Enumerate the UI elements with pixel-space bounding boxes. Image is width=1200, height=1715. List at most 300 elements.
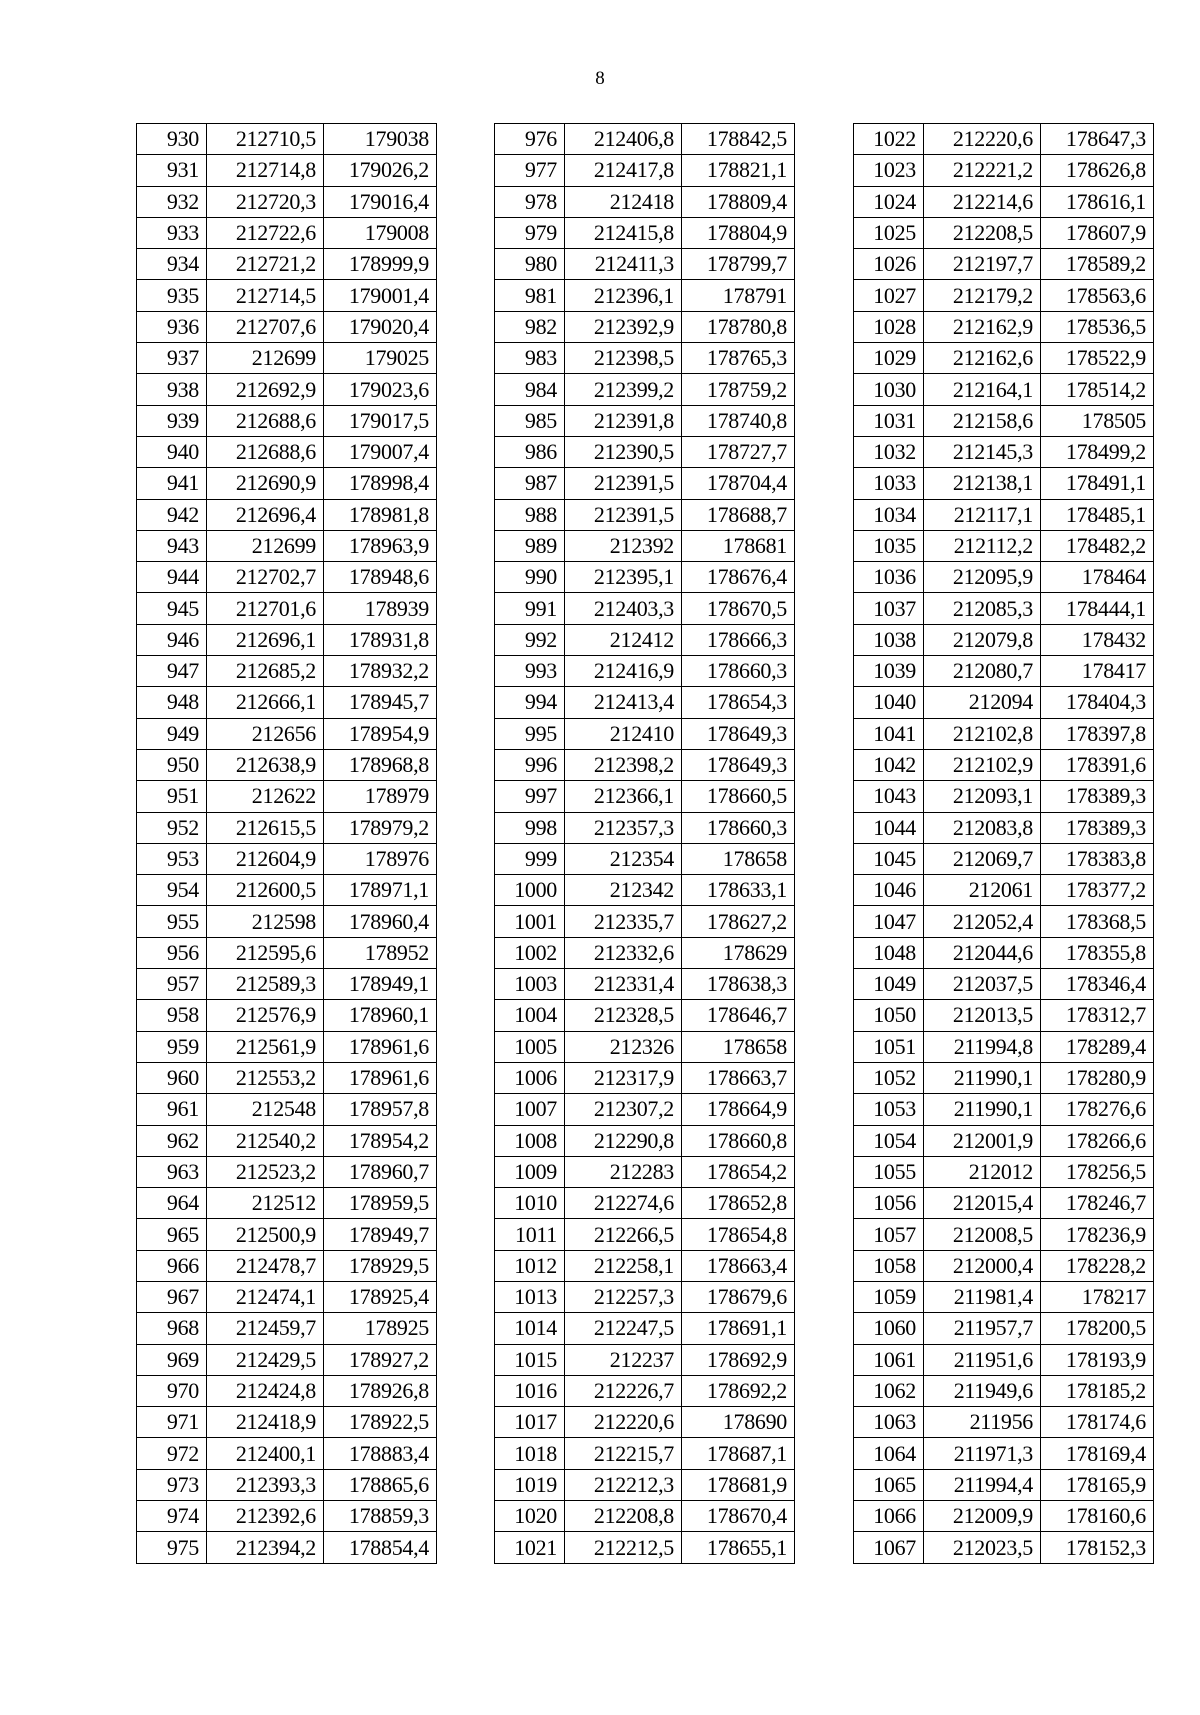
x-coordinate-cell: 212398,5: [565, 343, 682, 374]
x-coordinate-cell: 212598: [207, 906, 324, 937]
table-row: [854, 749, 1154, 780]
y-coordinate-cell: 178389,3: [1041, 781, 1154, 812]
table-row: [854, 1125, 1154, 1156]
point-number-cell: 954: [137, 875, 207, 906]
table-row: [854, 1438, 1154, 1469]
x-coordinate-cell: 212394,2: [207, 1532, 324, 1563]
x-coordinate-cell: 212102,9: [924, 749, 1041, 780]
y-coordinate-cell: 178276,6: [1041, 1094, 1154, 1125]
x-coordinate-cell: 212395,1: [565, 562, 682, 593]
table-row: [137, 1438, 437, 1469]
point-number-cell: 1056: [854, 1188, 924, 1219]
y-coordinate-cell: 178842,5: [682, 124, 795, 155]
y-coordinate-cell: 178647,3: [1041, 124, 1154, 155]
table-row: [137, 875, 437, 906]
x-coordinate-cell: 212197,7: [924, 249, 1041, 280]
point-number-cell: 975: [137, 1532, 207, 1563]
table-row: [137, 1313, 437, 1344]
x-coordinate-cell: 212266,5: [565, 1219, 682, 1250]
point-number-cell: 931: [137, 155, 207, 186]
table-body: [854, 124, 1154, 1564]
y-coordinate-cell: 178927,2: [324, 1344, 437, 1375]
x-coordinate-cell: 212604,9: [207, 843, 324, 874]
point-number-cell: 1040: [854, 687, 924, 718]
y-coordinate-cell: 178960,7: [324, 1156, 437, 1187]
x-coordinate-cell: 212399,2: [565, 374, 682, 405]
y-coordinate-cell: 178654,2: [682, 1156, 795, 1187]
point-number-cell: 1043: [854, 781, 924, 812]
y-coordinate-cell: 178152,3: [1041, 1532, 1154, 1563]
y-coordinate-cell: 179025: [324, 343, 437, 374]
y-coordinate-cell: 178727,7: [682, 436, 795, 467]
table-row: [137, 1219, 437, 1250]
table-row: [495, 1532, 795, 1563]
point-number-cell: 1012: [495, 1250, 565, 1281]
table-row: [137, 937, 437, 968]
table-row: [495, 1219, 795, 1250]
page-number: 8: [595, 68, 605, 89]
point-number-cell: 995: [495, 718, 565, 749]
y-coordinate-cell: 178968,8: [324, 749, 437, 780]
x-coordinate-cell: 212398,2: [565, 749, 682, 780]
point-number-cell: 1042: [854, 749, 924, 780]
table-row: [495, 217, 795, 248]
x-coordinate-cell: 212714,8: [207, 155, 324, 186]
y-coordinate-cell: 178688,7: [682, 499, 795, 530]
y-coordinate-cell: 178681: [682, 530, 795, 561]
y-coordinate-cell: 178514,2: [1041, 374, 1154, 405]
y-coordinate-cell: 178633,1: [682, 875, 795, 906]
point-number-cell: 976: [495, 124, 565, 155]
point-number-cell: 1013: [495, 1281, 565, 1312]
x-coordinate-cell: 212220,6: [924, 124, 1041, 155]
point-number-cell: 965: [137, 1219, 207, 1250]
table-row: [854, 1188, 1154, 1219]
x-coordinate-cell: 212418,9: [207, 1407, 324, 1438]
x-coordinate-cell: 212699: [207, 343, 324, 374]
point-number-cell: 934: [137, 249, 207, 280]
point-number-cell: 998: [495, 812, 565, 843]
table-row: [137, 436, 437, 467]
x-coordinate-cell: 212112,2: [924, 530, 1041, 561]
point-number-cell: 1001: [495, 906, 565, 937]
table-row: [137, 1407, 437, 1438]
point-number-cell: 992: [495, 624, 565, 655]
table-row: [137, 1125, 437, 1156]
table-row: [854, 969, 1154, 1000]
table-row: [854, 875, 1154, 906]
point-number-cell: 1035: [854, 530, 924, 561]
table-row: [854, 1375, 1154, 1406]
point-number-cell: 1052: [854, 1062, 924, 1093]
table-row: [495, 1281, 795, 1312]
y-coordinate-cell: 178687,1: [682, 1438, 795, 1469]
table-row: [854, 1469, 1154, 1500]
table-row: [854, 530, 1154, 561]
point-number-cell: 1047: [854, 906, 924, 937]
y-coordinate-cell: 178954,9: [324, 718, 437, 749]
x-coordinate-cell: 212212,5: [565, 1532, 682, 1563]
table-row: [495, 1188, 795, 1219]
x-coordinate-cell: 212283: [565, 1156, 682, 1187]
point-number-cell: 940: [137, 436, 207, 467]
point-number-cell: 1063: [854, 1407, 924, 1438]
table-row: [854, 1094, 1154, 1125]
y-coordinate-cell: 178957,8: [324, 1094, 437, 1125]
x-coordinate-cell: 212328,5: [565, 1000, 682, 1031]
x-coordinate-cell: 212393,3: [207, 1469, 324, 1500]
table-row: [495, 311, 795, 342]
table-row: [137, 1532, 437, 1563]
x-coordinate-cell: 212413,4: [565, 687, 682, 718]
x-coordinate-cell: 212615,5: [207, 812, 324, 843]
x-coordinate-cell: 212702,7: [207, 562, 324, 593]
point-number-cell: 1020: [495, 1501, 565, 1532]
y-coordinate-cell: 178883,4: [324, 1438, 437, 1469]
y-coordinate-cell: 178799,7: [682, 249, 795, 280]
point-number-cell: 977: [495, 155, 565, 186]
y-coordinate-cell: 178499,2: [1041, 436, 1154, 467]
x-coordinate-cell: 212406,8: [565, 124, 682, 155]
x-coordinate-cell: 212094: [924, 687, 1041, 718]
x-coordinate-cell: 212095,9: [924, 562, 1041, 593]
point-number-cell: 980: [495, 249, 565, 280]
x-coordinate-cell: 211956: [924, 1407, 1041, 1438]
table-row: [495, 1250, 795, 1281]
y-coordinate-cell: 178658: [682, 843, 795, 874]
point-number-cell: 1054: [854, 1125, 924, 1156]
point-number-cell: 1021: [495, 1532, 565, 1563]
point-number-cell: 1004: [495, 1000, 565, 1031]
x-coordinate-cell: 212052,4: [924, 906, 1041, 937]
x-coordinate-cell: 212688,6: [207, 436, 324, 467]
x-coordinate-cell: 212410: [565, 718, 682, 749]
point-number-cell: 973: [137, 1469, 207, 1500]
y-coordinate-cell: 178654,3: [682, 687, 795, 718]
point-number-cell: 1051: [854, 1031, 924, 1062]
table-row: [137, 1281, 437, 1312]
point-number-cell: 979: [495, 217, 565, 248]
table-row: [495, 656, 795, 687]
x-coordinate-cell: 212162,9: [924, 311, 1041, 342]
table-row: [495, 1375, 795, 1406]
table-row: [495, 1501, 795, 1532]
point-number-cell: 1011: [495, 1219, 565, 1250]
y-coordinate-cell: 178859,3: [324, 1501, 437, 1532]
y-coordinate-cell: 178854,4: [324, 1532, 437, 1563]
table-row: [854, 843, 1154, 874]
y-coordinate-cell: 178660,3: [682, 812, 795, 843]
y-coordinate-cell: 178692,9: [682, 1344, 795, 1375]
x-coordinate-cell: 212656: [207, 718, 324, 749]
y-coordinate-cell: 178522,9: [1041, 343, 1154, 374]
point-number-cell: 950: [137, 749, 207, 780]
y-coordinate-cell: 178670,4: [682, 1501, 795, 1532]
table-row: [137, 1156, 437, 1187]
y-coordinate-cell: 178444,1: [1041, 593, 1154, 624]
y-coordinate-cell: 178654,8: [682, 1219, 795, 1250]
y-coordinate-cell: 178464: [1041, 562, 1154, 593]
x-coordinate-cell: 212638,9: [207, 749, 324, 780]
table-row: [854, 624, 1154, 655]
x-coordinate-cell: 212093,1: [924, 781, 1041, 812]
table-row: [137, 1031, 437, 1062]
y-coordinate-cell: 178169,4: [1041, 1438, 1154, 1469]
table-row: [137, 562, 437, 593]
table-row: [854, 217, 1154, 248]
table-row: [495, 812, 795, 843]
point-number-cell: 1053: [854, 1094, 924, 1125]
x-coordinate-cell: 212000,4: [924, 1250, 1041, 1281]
point-number-cell: 974: [137, 1501, 207, 1532]
x-coordinate-cell: 212023,5: [924, 1532, 1041, 1563]
point-number-cell: 937: [137, 343, 207, 374]
table-row: [854, 656, 1154, 687]
point-number-cell: 942: [137, 499, 207, 530]
y-coordinate-cell: 178691,1: [682, 1313, 795, 1344]
y-coordinate-cell: 178536,5: [1041, 311, 1154, 342]
table-row: [495, 1407, 795, 1438]
x-coordinate-cell: 212714,5: [207, 280, 324, 311]
point-number-cell: 1026: [854, 249, 924, 280]
y-coordinate-cell: 178491,1: [1041, 468, 1154, 499]
point-number-cell: 991: [495, 593, 565, 624]
y-coordinate-cell: 178959,5: [324, 1188, 437, 1219]
point-number-cell: 1029: [854, 343, 924, 374]
y-coordinate-cell: 178931,8: [324, 624, 437, 655]
point-number-cell: 968: [137, 1313, 207, 1344]
point-number-cell: 959: [137, 1031, 207, 1062]
table-row: [854, 1313, 1154, 1344]
table-row: [137, 843, 437, 874]
x-coordinate-cell: 212548: [207, 1094, 324, 1125]
table-body: [495, 124, 795, 1564]
point-number-cell: 1048: [854, 937, 924, 968]
table-row: [137, 1344, 437, 1375]
point-number-cell: 1017: [495, 1407, 565, 1438]
x-coordinate-cell: 212307,2: [565, 1094, 682, 1125]
x-coordinate-cell: 211994,4: [924, 1469, 1041, 1500]
table-row: [495, 186, 795, 217]
x-coordinate-cell: 212512: [207, 1188, 324, 1219]
x-coordinate-cell: 212162,6: [924, 343, 1041, 374]
table-row: [854, 374, 1154, 405]
point-number-cell: 944: [137, 562, 207, 593]
table-row: [137, 593, 437, 624]
point-number-cell: 930: [137, 124, 207, 155]
y-coordinate-cell: 178312,7: [1041, 1000, 1154, 1031]
x-coordinate-cell: 212417,8: [565, 155, 682, 186]
point-number-cell: 1064: [854, 1438, 924, 1469]
point-number-cell: 1038: [854, 624, 924, 655]
x-coordinate-cell: 212415,8: [565, 217, 682, 248]
table-row: [137, 687, 437, 718]
point-number-cell: 933: [137, 217, 207, 248]
x-coordinate-cell: 212412: [565, 624, 682, 655]
x-coordinate-cell: 212418: [565, 186, 682, 217]
y-coordinate-cell: 178692,2: [682, 1375, 795, 1406]
x-coordinate-cell: 212247,5: [565, 1313, 682, 1344]
point-number-cell: 1046: [854, 875, 924, 906]
y-coordinate-cell: 178945,7: [324, 687, 437, 718]
point-number-cell: 945: [137, 593, 207, 624]
point-number-cell: 1000: [495, 875, 565, 906]
y-coordinate-cell: 178228,2: [1041, 1250, 1154, 1281]
x-coordinate-cell: 212600,5: [207, 875, 324, 906]
x-coordinate-cell: 212721,2: [207, 249, 324, 280]
x-coordinate-cell: 212391,5: [565, 499, 682, 530]
y-coordinate-cell: 178655,1: [682, 1532, 795, 1563]
x-coordinate-cell: 212690,9: [207, 468, 324, 499]
point-number-cell: 972: [137, 1438, 207, 1469]
x-coordinate-cell: 212595,6: [207, 937, 324, 968]
y-coordinate-cell: 178646,7: [682, 1000, 795, 1031]
x-coordinate-cell: 212429,5: [207, 1344, 324, 1375]
table-row: [854, 718, 1154, 749]
x-coordinate-cell: 212707,6: [207, 311, 324, 342]
x-coordinate-cell: 212553,2: [207, 1062, 324, 1093]
x-coordinate-cell: 212237: [565, 1344, 682, 1375]
x-coordinate-cell: 212474,1: [207, 1281, 324, 1312]
x-coordinate-cell: 212403,3: [565, 593, 682, 624]
table-row: [495, 718, 795, 749]
point-number-cell: 994: [495, 687, 565, 718]
point-number-cell: 1059: [854, 1281, 924, 1312]
point-number-cell: 1058: [854, 1250, 924, 1281]
x-coordinate-cell: 212622: [207, 781, 324, 812]
x-coordinate-cell: 212416,9: [565, 656, 682, 687]
x-coordinate-cell: 212335,7: [565, 906, 682, 937]
y-coordinate-cell: 178681,9: [682, 1469, 795, 1500]
y-coordinate-cell: 178160,6: [1041, 1501, 1154, 1532]
table-row: [137, 186, 437, 217]
y-coordinate-cell: 178346,4: [1041, 969, 1154, 1000]
point-number-cell: 1010: [495, 1188, 565, 1219]
y-coordinate-cell: 178922,5: [324, 1407, 437, 1438]
y-coordinate-cell: 178804,9: [682, 217, 795, 248]
x-coordinate-cell: 212214,6: [924, 186, 1041, 217]
point-number-cell: 964: [137, 1188, 207, 1219]
table-row: [854, 687, 1154, 718]
y-coordinate-cell: 178185,2: [1041, 1375, 1154, 1406]
x-coordinate-cell: 212692,9: [207, 374, 324, 405]
y-coordinate-cell: 178397,8: [1041, 718, 1154, 749]
x-coordinate-cell: 212523,2: [207, 1156, 324, 1187]
x-coordinate-cell: 212102,8: [924, 718, 1041, 749]
table-row: [854, 1501, 1154, 1532]
x-coordinate-cell: 212688,6: [207, 405, 324, 436]
point-number-cell: 978: [495, 186, 565, 217]
point-number-cell: 996: [495, 749, 565, 780]
y-coordinate-cell: 178563,6: [1041, 280, 1154, 311]
table-row: [495, 781, 795, 812]
point-number-cell: 1049: [854, 969, 924, 1000]
y-coordinate-cell: 178948,6: [324, 562, 437, 593]
table-row: [495, 499, 795, 530]
table-row: [854, 562, 1154, 593]
table-row: [137, 530, 437, 561]
table-row: [137, 1188, 437, 1219]
table-row: [495, 343, 795, 374]
point-number-cell: 963: [137, 1156, 207, 1187]
y-coordinate-cell: 178664,9: [682, 1094, 795, 1125]
y-coordinate-cell: 178246,7: [1041, 1188, 1154, 1219]
table-row: [495, 875, 795, 906]
point-number-cell: 989: [495, 530, 565, 561]
x-coordinate-cell: 212317,9: [565, 1062, 682, 1093]
point-number-cell: 943: [137, 530, 207, 561]
x-coordinate-cell: 212069,7: [924, 843, 1041, 874]
point-number-cell: 936: [137, 311, 207, 342]
x-coordinate-cell: 212710,5: [207, 124, 324, 155]
x-coordinate-cell: 212009,9: [924, 1501, 1041, 1532]
table-row: [495, 124, 795, 155]
point-number-cell: 1028: [854, 311, 924, 342]
table-row: [137, 124, 437, 155]
x-coordinate-cell: 212332,6: [565, 937, 682, 968]
x-coordinate-cell: 212208,8: [565, 1501, 682, 1532]
x-coordinate-cell: 212083,8: [924, 812, 1041, 843]
point-number-cell: 990: [495, 562, 565, 593]
x-coordinate-cell: 212391,5: [565, 468, 682, 499]
y-coordinate-cell: 178236,9: [1041, 1219, 1154, 1250]
table-row: [854, 1156, 1154, 1187]
table-row: [854, 593, 1154, 624]
table-row: [137, 1250, 437, 1281]
table-row: [137, 812, 437, 843]
point-number-cell: 938: [137, 374, 207, 405]
point-number-cell: 1067: [854, 1532, 924, 1563]
x-coordinate-cell: 211971,3: [924, 1438, 1041, 1469]
coordinates-table-2: [494, 123, 795, 1564]
x-coordinate-cell: 212079,8: [924, 624, 1041, 655]
table-row: [495, 969, 795, 1000]
point-number-cell: 1003: [495, 969, 565, 1000]
table-row: [854, 1031, 1154, 1062]
y-coordinate-cell: 178256,5: [1041, 1156, 1154, 1187]
table-row: [137, 1375, 437, 1406]
point-number-cell: 932: [137, 186, 207, 217]
table-row: [137, 969, 437, 1000]
point-number-cell: 1024: [854, 186, 924, 217]
x-coordinate-cell: 212696,1: [207, 624, 324, 655]
x-coordinate-cell: 212085,3: [924, 593, 1041, 624]
x-coordinate-cell: 212685,2: [207, 656, 324, 687]
x-coordinate-cell: 211990,1: [924, 1062, 1041, 1093]
point-number-cell: 949: [137, 718, 207, 749]
table-row: [854, 343, 1154, 374]
point-number-cell: 941: [137, 468, 207, 499]
y-coordinate-cell: 178981,8: [324, 499, 437, 530]
x-coordinate-cell: 212390,5: [565, 436, 682, 467]
y-coordinate-cell: 178961,6: [324, 1062, 437, 1093]
x-coordinate-cell: 212354: [565, 843, 682, 874]
y-coordinate-cell: 178676,4: [682, 562, 795, 593]
x-coordinate-cell: 212696,4: [207, 499, 324, 530]
point-number-cell: 984: [495, 374, 565, 405]
point-number-cell: 1066: [854, 1501, 924, 1532]
table-row: [495, 155, 795, 186]
y-coordinate-cell: 178629: [682, 937, 795, 968]
point-number-cell: 967: [137, 1281, 207, 1312]
point-number-cell: 961: [137, 1094, 207, 1125]
y-coordinate-cell: 178960,4: [324, 906, 437, 937]
table-row: [854, 249, 1154, 280]
point-number-cell: 1019: [495, 1469, 565, 1500]
y-coordinate-cell: 178505: [1041, 405, 1154, 436]
table-row: [854, 1219, 1154, 1250]
x-coordinate-cell: 212044,6: [924, 937, 1041, 968]
